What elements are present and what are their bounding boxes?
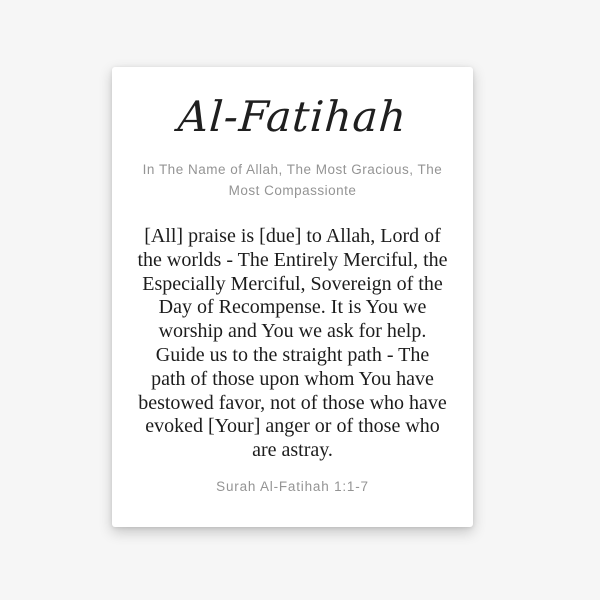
- surah-reference: Surah Al-Fatihah 1:1-7: [216, 478, 369, 494]
- poster-card: [112, 67, 473, 527]
- bismillah-subtitle: In The Name of Allah, The Most Gracious, The Most Compassionte: [142, 162, 443, 198]
- verse-text: [All] praise is [due] to Allah, Lord of the worlds - The Entirely Merciful, the Especially Merciful, Sovereign of the Day of Recompense. It is You we worship and You we ask for help. Guide us to the straight path - The path of those upon whom You have bestowed favor, not of those who have evoked [Your] anger or of those who are astray.: [137, 225, 448, 462]
- poster-title: Al-Fatihah: [176, 92, 409, 141]
